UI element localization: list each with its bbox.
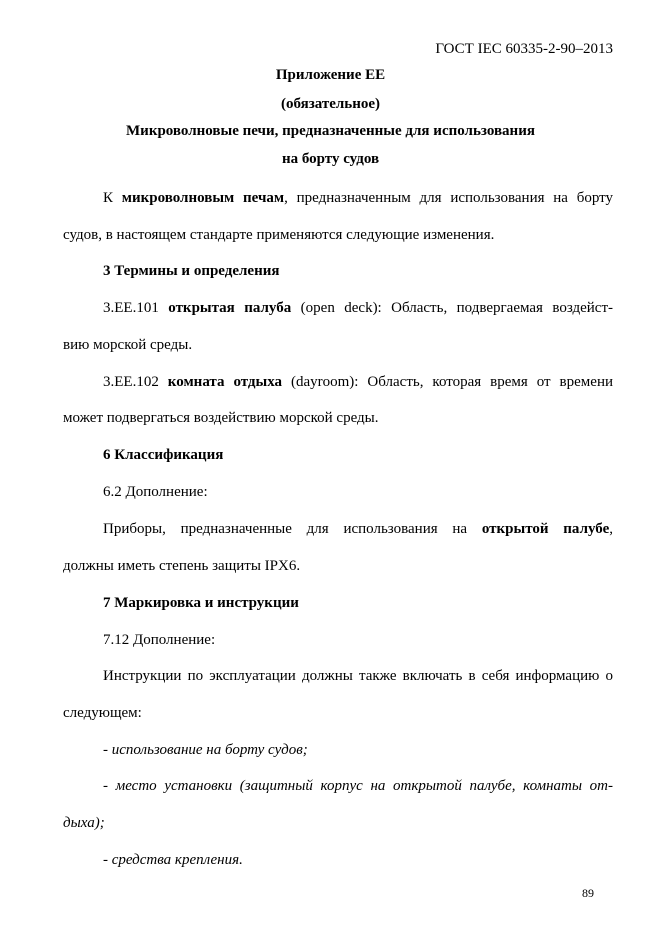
section-6-2-subheading: 6.2 Дополнение: (103, 484, 208, 500)
intro-text-start: К (103, 190, 122, 206)
section-6-text-end: , (609, 521, 613, 537)
list-item-2-line-1: - место установки (защитный корпус на открытой палубе, комнаты от- (103, 778, 613, 794)
section-3-heading: 3 Термины и определения (103, 263, 280, 279)
annex-subject-line-2: на борту судов (281, 151, 380, 167)
document-code: ГОСТ IEC 60335-2-90–2013 (435, 41, 613, 57)
page-number: 89 (582, 886, 594, 900)
term-101-definition: (open deck): Область, подвергаемая воздейст- (291, 300, 614, 316)
list-item-2-line-2: дыха); (63, 815, 105, 831)
section-6-heading: 6 Классификация (103, 447, 224, 463)
term-101-line-1 (103, 299, 613, 317)
intro-text-end: , предназначенным для использования на борту (284, 190, 614, 206)
term-102-line-1 (103, 373, 613, 391)
section-6-paragraph-line-1 (103, 520, 613, 538)
section-6-text-start: Приборы, предназначенные для использования на (103, 521, 482, 537)
term-102-number: 3.ЕЕ.102 (103, 374, 168, 390)
annex-status: (обязательное) (280, 96, 381, 112)
term-102-line-2: может подвергаться воздействию морской среды. (63, 410, 379, 426)
term-101-number: 3.ЕЕ.101 (103, 300, 169, 316)
term-101-term: открытая палуба (168, 300, 292, 316)
term-101-line-2: вию морской среды. (63, 337, 193, 353)
section-7-heading: 7 Маркировка и инструкции (103, 595, 299, 611)
annex-subject-line-1: Микроволновые печи, предназначенные для использования (126, 123, 535, 139)
section-6-term-bold: открытой палубе (481, 521, 610, 537)
term-102-definition: (dayroom): Область, которая время от времени (282, 374, 614, 390)
intro-paragraph-line-2: судов, в настоящем стандарте применяются следующие изменения. (63, 227, 495, 243)
list-item-1: - использование на борту судов; (103, 742, 308, 758)
section-7-paragraph-line-2: следующем: (63, 705, 142, 721)
term-102-term: комната отдыха (167, 374, 283, 390)
section-6-paragraph-line-2: должны иметь степень защиты IPX6. (63, 558, 301, 574)
intro-paragraph-line-1 (103, 189, 613, 207)
list-item-3: - средства крепления. (103, 852, 243, 868)
intro-term-bold: микроволновым печам (121, 190, 285, 206)
section-7-paragraph-line-1: Инструкции по эксплуатации должны также включать в себя информацию о (103, 668, 613, 684)
annex-title: Приложение ЕЕ (275, 67, 386, 83)
section-7-12-subheading: 7.12 Дополнение: (103, 632, 216, 648)
